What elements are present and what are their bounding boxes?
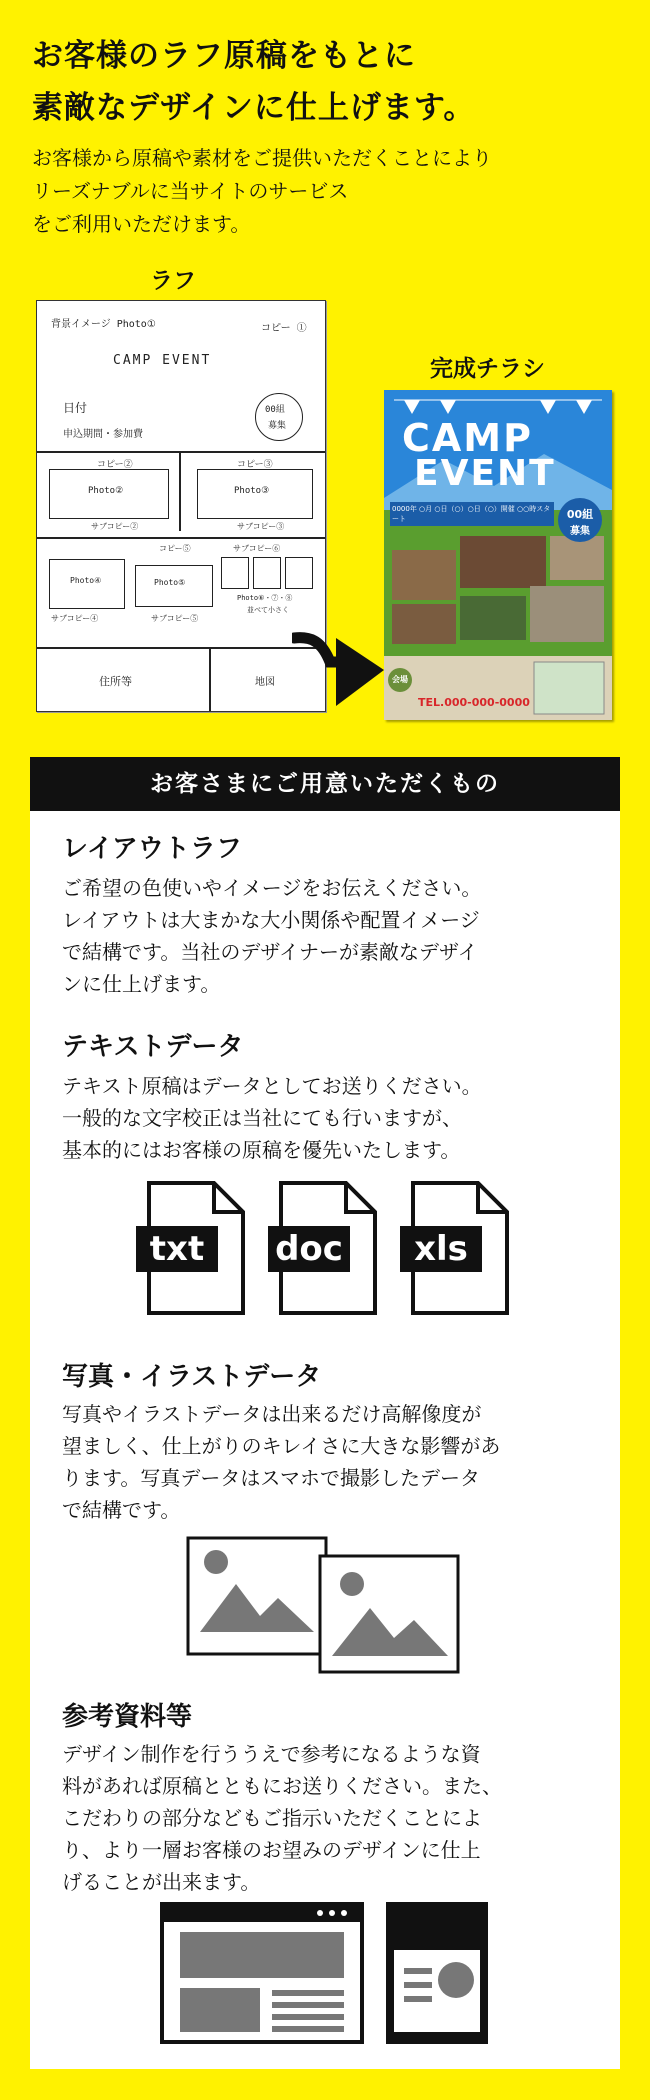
section-heading-photo: 写真・イラストデータ	[62, 1362, 322, 1392]
flyer-tel: TEL.000-000-0000	[418, 696, 530, 709]
sketch-note: サブコピー④	[51, 614, 99, 623]
sketch-divider	[209, 647, 211, 711]
section-body-reference	[62, 1738, 602, 1898]
file-icons	[136, 1180, 516, 1320]
rough-sketch	[36, 300, 326, 712]
sketch-note: コピー③	[237, 460, 273, 470]
intro-line: リーズナブルに当サイトのサービス	[32, 179, 349, 203]
sketch-note: Photo⑥・⑦・⑧	[237, 594, 293, 602]
body-line: こだわりの部分などもご指示いただくことによ	[62, 1806, 482, 1830]
sketch-note: 日付	[63, 401, 88, 415]
sketch-note: 募集	[268, 421, 287, 431]
flyer-badge	[558, 498, 602, 542]
flyer-venue: 会場	[392, 675, 408, 684]
section-heading-reference: 参考資料等	[62, 1702, 193, 1732]
sketch-note: サブコピー②	[91, 522, 139, 531]
section-body-photo	[62, 1398, 602, 1526]
body-line: 基本的にはお客様の原稿を優先いたします。	[62, 1138, 461, 1162]
sketch-note: Photo③	[234, 486, 270, 496]
sketch-note: サブコピー⑤	[151, 614, 199, 623]
flyer-badge-top: 00組	[566, 508, 594, 521]
sketch-photo-box	[285, 557, 313, 589]
section-body-layout	[62, 872, 602, 1000]
sketch-note: Photo⑤	[154, 578, 186, 587]
flyer-date: 0000年 ○月 ○日（○）○日（○）開催 ○○時スタート	[390, 502, 554, 526]
headline-line-2: 素敵なデザインに仕上げます。	[32, 90, 476, 126]
sketch-divider	[37, 537, 325, 539]
sketch-photo-box	[197, 469, 313, 519]
file-type-label: doc	[268, 1226, 350, 1272]
sketch-note: 地図	[255, 677, 275, 688]
flyer-title-line-2: EVENT	[414, 453, 556, 494]
section-heading-text: テキストデータ	[62, 1032, 244, 1062]
body-line: レイアウトは大まかな大小関係や配置イメージ	[62, 908, 480, 932]
body-line: げることが出来ます。	[62, 1870, 261, 1894]
body-line: 料があれば原稿とともにお送りください。また、	[62, 1774, 502, 1798]
sketch-photo-box	[49, 559, 125, 609]
sketch-divider	[37, 451, 325, 453]
sketch-note: 並べて小さく	[247, 606, 289, 614]
sketch-note: コピー ①	[261, 323, 307, 334]
sketch-note: サブコピー③	[237, 522, 285, 531]
body-line: 写真やイラストデータは出来るだけ高解像度が	[62, 1402, 482, 1426]
finished-flyer	[384, 390, 612, 720]
sketch-note: 背景イメージ Photo①	[51, 319, 156, 330]
image-icon	[318, 1554, 460, 1674]
panel-title: お客さまにご用意いただくもの	[30, 757, 620, 811]
sketch-photo-box	[221, 557, 249, 589]
rough-label: ラフ	[150, 268, 196, 294]
sketch-note: 住所等	[99, 675, 132, 688]
file-type-label: txt	[136, 1226, 218, 1272]
intro-text	[32, 142, 492, 241]
sketch-note: 申込期間・参加費	[63, 429, 143, 440]
body-line: 一般的な文字校正は当社にても行いますが、	[62, 1106, 462, 1130]
body-line: 望ましく、仕上がりのキレイさに大きな影響があ	[62, 1434, 501, 1458]
flyer-title-line-1: CAMP	[402, 416, 533, 460]
image-icon	[186, 1536, 328, 1656]
arrow-icon	[292, 628, 392, 718]
body-line: デザイン制作を行ううえで参考になるような資	[62, 1742, 481, 1766]
body-line: テキスト原稿はデータとしてお送りください。	[62, 1074, 482, 1098]
intro-line: をご利用いただけます。	[32, 212, 251, 236]
body-line: ンに仕上げます。	[62, 972, 221, 996]
body-line: り、より一層お客様のお望みのデザインに仕上	[62, 1838, 481, 1862]
sketch-photo-box	[253, 557, 281, 589]
body-line: で結構です。当社のデザイナーが素敵なデザイ	[62, 940, 478, 964]
section-heading-layout: レイアウトラフ	[62, 834, 242, 864]
sketch-badge	[255, 393, 303, 441]
sketch-divider	[179, 451, 181, 531]
sketch-photo-box	[49, 469, 169, 519]
section-body-text	[62, 1070, 602, 1166]
sketch-note: 00組	[265, 405, 285, 415]
sketch-note: Photo④	[70, 576, 102, 585]
flyer-badge-bottom: 募集	[570, 526, 590, 537]
browser-window-icon	[160, 1902, 364, 2044]
intro-line: お客様から原稿や素材をご提供いただくことにより	[32, 146, 492, 170]
sketch-note: コピー⑤	[159, 544, 191, 553]
sketch-note: サブコピー⑥	[233, 544, 281, 553]
body-line: ご希望の色使いやイメージをお伝えください。	[62, 876, 482, 900]
sketch-note: コピー②	[97, 460, 133, 470]
sketch-note: CAMP EVENT	[113, 353, 212, 368]
sketch-note: Photo②	[88, 486, 124, 496]
sketch-divider	[37, 647, 325, 649]
flyer-label: 完成チラシ	[430, 356, 545, 382]
mobile-page-icon	[386, 1902, 488, 2044]
sketch-photo-box	[135, 565, 213, 607]
file-type-label: xls	[400, 1226, 482, 1272]
headline	[32, 30, 475, 134]
body-line: ります。写真データはスマホで撮影したデータ	[62, 1466, 480, 1490]
body-line: で結構です。	[62, 1498, 181, 1522]
headline-line-1: お客様のラフ原稿をもとに	[32, 38, 416, 74]
